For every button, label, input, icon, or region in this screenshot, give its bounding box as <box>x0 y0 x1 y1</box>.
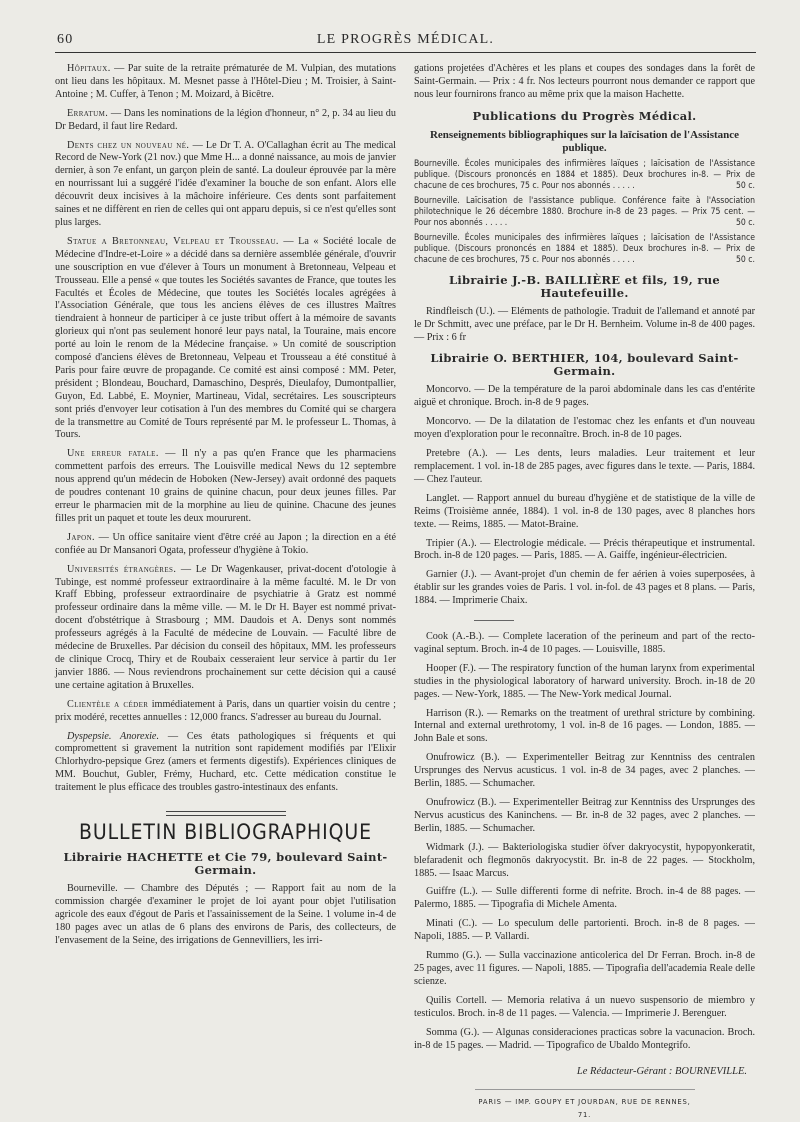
item-text: Bourneville. Laïcisation de l'assistance publique. Conférence faite à l'Association philotechnique le 26 décembre 1880. Brochure in-8 de 23 pages. — Prix 75 cent. — Pour nos abonnés <box>414 195 755 228</box>
bib-entry: Hooper (F.). — The respiratory function of the human larynx from experimental studies in the physiological laboratory of harward university. Broch. in-18 de 20 pages. — New-York, 1885. — The New-York medical Journal. <box>414 662 755 700</box>
bib-entry: Rummo (G.). — Sulla vaccinazione anticolerica del Dr Ferran. Broch. in-8 de 25 pages, avec 11 figures. — Napoli, 1885. — Tipografia dell'academia Reale delle scienze. <box>414 950 755 987</box>
publisher-heading-progres: Publications du Progrès Médical. <box>472 108 697 123</box>
bib-entry: Pretebre (A.). — Les dents, leurs maladies. Leur traitement et leur remplacement. 1 vol. in-18 de 285 pages, avec figures dans le texte. — Paris, 1884. — Chez l'auteur. <box>414 448 755 485</box>
two-column-body <box>55 63 756 1122</box>
bib-entry: Rindfleisch (U.). — Eléments de pathologie. Traduit de l'allemand et annoté par le Dr Schmitt, avec une préface, par le Dr H. Bernheim. Volume in-8 de 400 pages. — Prix : 6 fr <box>414 305 755 343</box>
bib-entry: Widmark (J.). — Bakteriologiska studier öfver dakryocystit, hypopyonkeratit, blefaradenit och flegmonös dakryocystit. Br. in-8 de 22 pages. — Stockholm, 1885. — Isaac Marcus. <box>414 841 755 879</box>
bib-entry: Cook (A.-B.). — Complete laceration of the perineum and part of the recto-vaginal septum. Broch. in-4 de 10 pages. — Louisville, 1885. <box>414 631 755 655</box>
news-item-dyspepsie: Dyspepsie. Anorexie. — Ces états pathologiques si fréquents et qui compromettent si gravement la nutrition sont rapidement modifiés par l'Elixir Chlorhydro-pepsique Grez (amers et ferments digestifs). Expériences cliniques de MM. Bouchut, Gubler, Frémy, Huchard, etc. Cette médication constitue le traitement le plus efficace des troubles gastro-intestinaux des enfants. <box>55 730 396 794</box>
bib-entry: Onufrowicz (B.). — Experimenteller Beitrag zur Kenntniss des Ursprunges des Nervus acusticus des Kaninchens. — Br. in-8 de 32 pages, avec 2 planches. — Berlin, 1885. — Schumacher. <box>414 797 755 834</box>
item-price: 50 c. <box>736 254 755 265</box>
right-column <box>414 63 755 1122</box>
progres-list-item: Bourneville. Écoles municipales des infirmières laïques ; laïcisation de l'Assistance publique. (Discours prononcés en 1884 et 1885). Deux brochures in-8. — Prix de chacune de ces brochures, 75 c. Pour nos abonnés . . . . . 50 c. <box>414 158 755 191</box>
news-item-dents: Dents chez un nouveau né. — Le Dr T. A. O'Callaghan écrit au The medical Record de New-York (21 nov.) que Mme H... a donné naissance, au mois de janvier dernier, à son 7e enfant, un garçon plein de santé. La douleur éprouvée par la mère en nourrissant lui a suggéré l'idée d'examiner la bouche de son enfant. Alors elle découvrit deux incisives à la mâchoire inférieure. Ces dents sont parfaitement saines et ne diffèrent en rien de celles qui ont apparu depuis, si ce n'est qu'elles sont plus larges. <box>55 139 396 228</box>
bib-entry: Garnier (J.). — Avant-projet d'un chemin de fer aérien à voies superposées, à établir sur les grandes voies de Paris. 1 vol. in-fol. de 43 pages et 8 plans. — Paris, 1884. — Imprimerie Chaix. <box>414 569 755 607</box>
progres-list-item: Bourneville. Écoles municipales des infirmières laïques ; laïcisation de l'Assistance publique. (Discours prononcés en 1884 et 1885). Deux brochures in-8. — Prix de chacune de ces brochures, 75 c. Pour nos abonnés . . . . . 50 c. <box>414 232 755 265</box>
news-item-erratum: Erratum. — Dans les nominations de la légion d'honneur, n° 2, p. 34 au lieu du Dr Bedard, il faut lire Redard. <box>55 107 396 132</box>
page-number: 60 <box>57 32 74 47</box>
laicisation-subheading: Renseignements bibliographiques sur la laïcisation de l'Assistance publique. <box>429 128 740 154</box>
bib-entry: Harrison (R.). — Remarks on the treatment of urethral stricture by combining. Internal and external urethrotomy, 1 vol. in-8 de 16 pages. — London, 1885. — John Bale et sons. <box>414 707 755 745</box>
item-text: Bourneville. Écoles municipales des infirmières laïques ; laïcisation de l'Assistance publique. (Discours prononcés en 1884 et 1885). Deux brochures in-8. — Prix de chacune de ces brochures, 75 c. Pour nos abonnés <box>414 232 755 265</box>
running-head <box>55 30 756 53</box>
bib-entry: Quilis Cortell. — Memoria relativa á un nuevo suspensorio de miembro y testiculos. Broch. in-8 de 11 pages. — Valencia. — Imprimerie J. Berenguer. <box>414 994 755 1019</box>
printer-imprint: PARIS — IMP. GOUPY ET JOURDAN, RUE DE RENNES, 71. <box>475 1089 695 1122</box>
bulletin-title: BULLETIN BIBLIOGRAPHIQUE <box>79 820 372 845</box>
bib-entry: Guiffre (L.). — Sulle differenti forme di nefrite. Broch. in-4 de 88 pages. — Palermo, 1885. — Tipografia di Michele Amenta. <box>414 886 755 911</box>
item-text: Bourneville. Écoles municipales des infirmières laïques ; laïcisation de l'Assistance publique. (Discours prononcés en 1884 et 1885). Deux brochures in-8. — Prix de chacune de ces brochures, 75 c. Pour nos abonnés <box>414 158 755 191</box>
berthier-items-list <box>414 384 755 608</box>
editor-signature: Le Rédacteur-Gérant : BOURNEVILLE. <box>576 1066 747 1078</box>
bib-entry: Somma (G.). — Algunas consideraciones practicas sobre la vacunacion. Broch. in-8 de 15 pages. — Madrid. — Tipografico de Ubaldo Montegrifo. <box>414 1026 755 1051</box>
bib-entry: Moncorvo. — De la dilatation de l'estomac chez les enfants et d'un nouveau moyen d'exploration pour le reconnaître. Broch. in-8 de 10 pages. <box>414 416 755 441</box>
bib-entry: Onufrowicz (B.). — Experimenteller Beitrag zur Kenntniss des centralen Ursprunges des Nervus acusticus. 1 vol. in-8 de 34 pages, avec 2 planches. — Berlin, 1885. — Schumacher. <box>414 752 755 790</box>
bailliere-items-list <box>414 306 755 345</box>
bib-entry: Moncorvo. — De la température de la paroi abdominale dans les cas d'entérite aiguë et chronique. Broch. in-8 de 9 pages. <box>414 384 755 409</box>
bib-entry: Minati (C.). — Lo speculum delle partorienti. Broch. in-8 de 8 pages. — Napoli, 1885. — P. Vallardi. <box>414 918 755 943</box>
news-item-statue: Statue a Bretonneau, Velpeau et Trousseau. — La « Société locale de Médecine d'Indre-et-Loire » a décidé dans sa dernière assemblée générale, d'ouvrir une souscription en vue d'élever à Tours un monument à Bretonneau, Velpeau et Trousseau. Elle a pensé « que toutes les Sociétés savantes de France, que toutes les Facultés et Écoles de Médecine, que toutes les Sociétés locales agrégées à l'Association Générale, que tous les anciens élèves de ces illustres Maîtres tiendraient à honneur de participer à ce juste tribut offert à la mémoire de savants glorieux qui n'ont pas seulement honoré leur pays natal, la Touraine, mais encore porté au loin le renom de la Médecine française. » Un comité de souscription composé d'anciens élèves de Bretonneau, Velpeau et Trousseau a été constitué à Paris pour faire œuvre de propagande. Ce comité est ainsi composé : MM. Peter, président ; Blondeau, Bouchard, Damaschino, Després, Dieulafoy, Dumontpallier, Guyon, Ed. Labbé, E. Moynier, Martineau, Vidal, secrétaires. Les souscripteurs sont priés d'envoyer leur cotisation à l'un des membres du Comité qui se chargera de la transmettre au Comité de Tours représenté par M. le professeur L. Thomas, à Tours. <box>55 235 396 441</box>
news-item-universites: Universités étrangères. — Le Dr Wagenkauser, privat-docent d'otologie à Tubinge, est nommé professeur extraordinaire à la même faculté. M. le Dr von Kraff Ebbing, professeur extraordinaire de psychiatrie à Gratz est nommé professeur ordinaire dans la même ville. — M. le Dr H. Bayer est nommé privat-docent d'obstétrique à Strasbourg ; MM. Daudois et A. Denys sont nommés professeurs agrégés à la Faculté de médecine de Louvain. — Faculté libre de médecine de Bruxelles. Par décision du conseil des hôpitaux, MM. les professeurs de clinique Crocq, Thiry et de Roubaix cesseraient leur service à partir du 1er janvier 1886. — Nous reviendrons prochainement sur cette décision qui a causé une certaine agitation à Bruxelles. <box>55 563 397 691</box>
news-item-clientele: Clientèle a céder immédiatement à Paris, dans un quartier voisin du centre ; prix modéré, recettes annuelles : 12,000 francs. S'adresser au bureau du Journal. <box>55 698 397 723</box>
ornamental-rule <box>166 811 286 816</box>
news-item-erreur: Une erreur fatale. — Il n'y a pas qu'en France que les pharmaciens commettent parfois des erreurs. The Louisville medical News du 12 septembre nous apprend qu'un médecin de Hoboken (New-Jersey) avait ordonné des paquets de poudres contenant 10 grains de quinine chacun, pour deux jeunes filles. Par erreur le pharmacien mit de la morphine au lieu de quinine. Chacune des jeunes filles prit un paquet et toute les deux moururent. <box>55 448 397 524</box>
item-price: 50 c. <box>736 180 755 191</box>
journal-title: LE PROGRÈS MÉDICAL. <box>316 32 495 47</box>
section-divider <box>474 620 514 621</box>
news-item-japon: Japon. — Un office sanitaire vient d'être créé au Japon ; la direction en a été confiée au Dr Mansanori Ogata, professeur d'hygiène à Tokio. <box>55 531 396 556</box>
left-column <box>55 63 396 1122</box>
bib-entry-bourneville-rapport: Bourneville. — Chambre des Députés ; — Rapport fait au nom de la commission chargée d'examiner le projet de loi ayant pour objet l'utilisation agricole des eaux d'égout de Paris et l'assainissement de la Seine. 1 volume in-4 de 180 pages avec un atlas de 6 plans des environs de Paris, des collecteurs, de l'envasement de la Seine, des irrigations de Gennevilliers, les irri- <box>55 882 396 946</box>
publisher-heading-hachette: Librairie HACHETTE et Cie 79, boulevard Saint-Germain. <box>63 849 388 877</box>
continued-text: gations projetées d'Achères et les plans et coupes des sondages dans la forêt de Saint-Germain. — Prix : 4 fr. Nos lecteurs pourront nous demander ce rapport que nous leur fournirons franco au même prix que la maison Hachette. <box>414 63 755 100</box>
progres-list-item: Bourneville. Laïcisation de l'assistance publique. Conférence faite à l'Association philotechnique le 26 décembre 1880. Brochure in-8 de 23 pages. — Prix 75 cent. — Pour nos abonnés . . . . . 50 c. <box>414 195 755 228</box>
foreign-items-list <box>414 631 755 1052</box>
publisher-heading-bailliere: Librairie J.-B. BAILLIÈRE et fils, 19, rue Hautefeuille. <box>449 272 720 300</box>
bib-entry: Tripier (A.). — Electrologie médicale. — Précis thérapeutique et instrumental. Broch. in-8 de 120 pages. — Paris, 1885. — A. Gaiffe, ingénieur-électricien. <box>414 537 755 562</box>
news-item-hopitaux: Hôpitaux. — Par suite de la retraite prématurée de M. Vulpian, des mutations ont lieu dans les hôpitaux. M. Mesnet passe à l'Hôtel-Dieu ; M. Troisier, à Saint-Antoine ; M. Cuffer, à Tenon ; M. Moizard, à Bicêtre. <box>55 63 397 100</box>
publisher-heading-berthier: Librairie O. BERTHIER, 104, boulevard Saint-Germain. <box>430 351 739 379</box>
progres-items-list <box>414 159 755 266</box>
item-price: 50 c. <box>736 217 755 228</box>
bib-entry: Langlet. — Rapport annuel du bureau d'hygiène et de statistique de la ville de Reims (Troisième année, 1884). 1 vol. in-8 de 130 pages, avec 8 planches hors texte. — Reims, 1885. — Matot-Braine. <box>414 492 755 530</box>
